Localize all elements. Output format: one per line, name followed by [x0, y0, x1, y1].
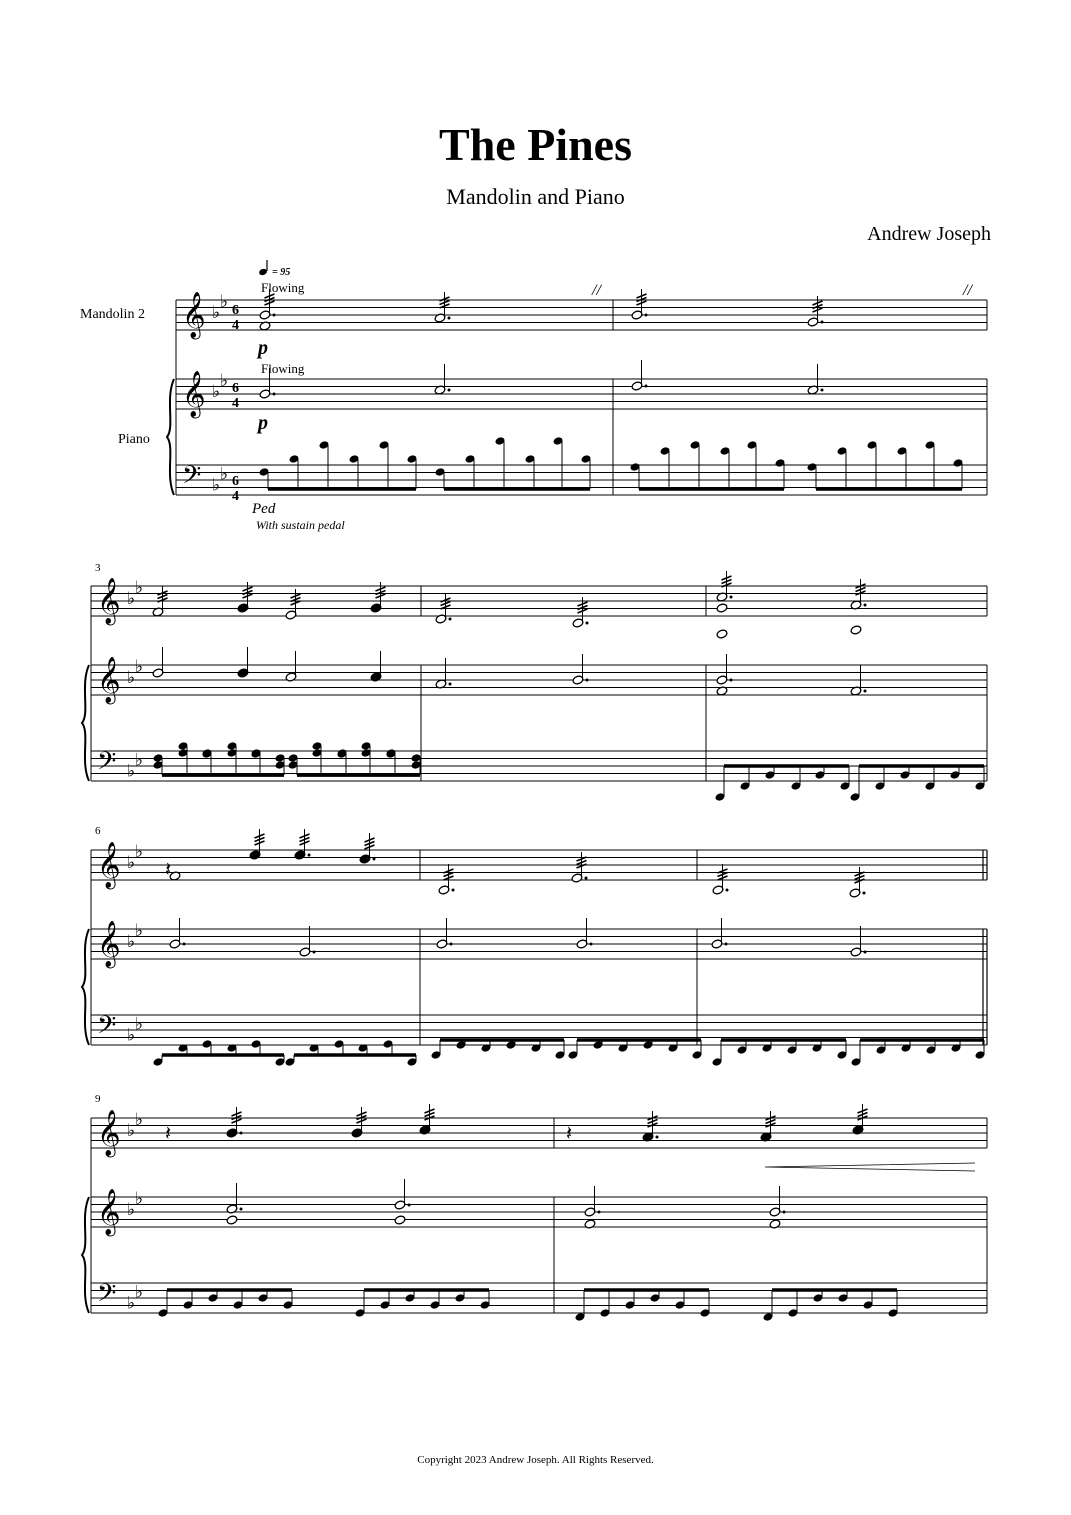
quarter-rest-icon: 𝄽 — [566, 1123, 573, 1145]
note — [716, 654, 732, 685]
measure-number-3: 3 — [95, 562, 101, 574]
note — [572, 597, 588, 628]
piano-brace-icon — [82, 665, 89, 781]
flat-icon: ♭ — [135, 1109, 144, 1129]
note — [152, 647, 164, 678]
treble-clef-icon: 𝄞 — [97, 921, 121, 966]
treble-clef-icon: 𝄞 — [97, 842, 121, 887]
svg-text:4: 4 — [232, 396, 239, 411]
note — [584, 1186, 600, 1217]
note — [850, 926, 866, 957]
treble-clef-icon: 𝄞 — [182, 292, 206, 337]
svg-text:6: 6 — [232, 474, 239, 489]
note — [716, 629, 728, 639]
flat-icon: ♭ — [220, 291, 229, 311]
instrument-label-piano: Piano — [118, 432, 150, 447]
note — [394, 1179, 410, 1210]
beamed-notes — [288, 748, 422, 775]
note — [249, 829, 264, 860]
flat-icon: ♭ — [127, 668, 136, 687]
flat-icon: ♭ — [135, 656, 144, 676]
piano-treble-staff — [91, 657, 987, 705]
note — [359, 833, 375, 864]
note — [394, 1215, 406, 1225]
note — [711, 918, 727, 949]
piano-brace-icon — [82, 929, 89, 1045]
note — [850, 665, 866, 696]
flat-icon: ♭ — [212, 475, 221, 495]
pedal-marking: Ped — [252, 501, 276, 517]
note — [436, 918, 452, 949]
flat-icon: ♭ — [135, 920, 144, 940]
tempo-marking — [258, 260, 290, 278]
note — [370, 651, 382, 682]
instrument-label-mandolin: Mandolin 2 — [80, 307, 145, 322]
quarter-note-icon — [258, 268, 268, 276]
mandolin-staff — [91, 578, 987, 626]
piano-treble-staff — [91, 1189, 987, 1237]
flat-icon: ♭ — [135, 1282, 144, 1302]
flat-icon: ♭ — [127, 1121, 136, 1140]
flat-icon: ♭ — [212, 303, 221, 322]
dynamic-mandolin: p — [258, 337, 268, 359]
crescendo-hairpin — [765, 1163, 975, 1171]
note — [807, 296, 823, 327]
note — [226, 1107, 242, 1138]
flat-icon: ♭ — [135, 1188, 144, 1208]
note — [237, 647, 249, 678]
page-title: The Pines — [439, 119, 632, 170]
note — [285, 651, 297, 682]
beamed-notes — [850, 766, 986, 802]
music-system — [82, 1110, 987, 1313]
piano-brace-icon — [167, 379, 174, 495]
mandolin-staff — [176, 292, 987, 340]
quarter-rest-icon: 𝄽 — [165, 1123, 172, 1145]
beamed-notes — [568, 1040, 703, 1060]
measure-number-6: 6 — [95, 825, 101, 837]
time-signature — [232, 303, 239, 504]
flat-icon: ♭ — [127, 761, 136, 781]
flat-icon: ♭ — [127, 1293, 136, 1313]
note — [850, 579, 866, 610]
note — [850, 625, 862, 635]
beamed-notes — [153, 1039, 286, 1067]
caesura-mark: // — [963, 282, 972, 299]
beamed-notes — [431, 1040, 566, 1060]
note — [631, 360, 647, 391]
flat-icon: ♭ — [212, 382, 221, 401]
music-system — [82, 842, 987, 1045]
music-system — [82, 578, 987, 781]
note — [760, 1111, 775, 1142]
beamed-notes — [712, 1040, 848, 1067]
tempo-bpm: = 95 — [272, 267, 291, 278]
beamed-notes — [435, 436, 592, 489]
flat-icon: ♭ — [135, 577, 144, 597]
note — [576, 918, 592, 949]
measure-number-9: 9 — [95, 1093, 101, 1105]
svg-text:6: 6 — [232, 303, 239, 318]
bass-clef-icon: 𝄢 — [97, 1280, 117, 1313]
expression-flowing-mandolin: Flowing — [261, 280, 305, 295]
flat-icon: ♭ — [127, 853, 136, 872]
flat-icon: ♭ — [220, 370, 229, 390]
caesura-mark: // — [592, 282, 601, 299]
flat-icon: ♭ — [135, 750, 144, 770]
copyright-notice: Copyright 2023 Andrew Joseph. All Rights Reserved. — [417, 1454, 654, 1466]
beamed-notes — [285, 1039, 418, 1067]
flat-icon: ♭ — [127, 1025, 136, 1045]
mandolin-staff — [91, 1110, 987, 1158]
note — [584, 1219, 596, 1229]
music-system — [167, 292, 987, 495]
svg-text:4: 4 — [232, 318, 239, 333]
piano-treble-staff — [91, 921, 987, 969]
bass-clef-icon: 𝄢 — [97, 748, 117, 781]
note — [435, 658, 451, 689]
piano-bass-staff — [91, 1280, 987, 1313]
flat-icon: ♭ — [135, 841, 144, 861]
svg-text:6: 6 — [232, 381, 239, 396]
note — [852, 1104, 867, 1135]
note — [849, 867, 865, 898]
bass-clef-icon: 𝄢 — [97, 1012, 117, 1045]
note — [226, 1183, 242, 1214]
pedal-instruction: With sustain pedal — [256, 518, 345, 532]
treble-clef-icon: 𝄞 — [97, 1110, 121, 1155]
treble-clef-icon: 𝄞 — [97, 578, 121, 623]
note — [169, 918, 185, 949]
quarter-rest-icon: 𝄽 — [165, 859, 172, 881]
treble-clef-icon: 𝄞 — [182, 371, 206, 416]
note — [299, 926, 315, 957]
note — [642, 1111, 658, 1142]
beamed-notes — [153, 748, 286, 775]
flat-icon: ♭ — [127, 1200, 136, 1219]
flat-icon: ♭ — [127, 589, 136, 608]
beamed-notes — [355, 1290, 491, 1318]
note — [226, 1215, 238, 1225]
flat-icon: ♭ — [135, 1014, 144, 1034]
piano-treble-staff — [176, 371, 987, 419]
note — [712, 864, 728, 895]
beamed-notes — [715, 766, 851, 802]
beamed-notes — [851, 1040, 986, 1067]
note — [769, 1186, 785, 1217]
note — [419, 1104, 434, 1135]
note — [438, 864, 454, 895]
beamed-notes — [158, 1290, 294, 1318]
note — [152, 586, 167, 617]
note — [434, 364, 450, 395]
note — [572, 654, 588, 685]
flat-icon: ♭ — [127, 932, 136, 951]
treble-clef-icon: 𝄞 — [97, 1189, 121, 1234]
piano-brace-icon — [82, 1197, 89, 1313]
note — [716, 571, 732, 602]
flat-icon: ♭ — [220, 464, 229, 484]
note — [294, 829, 310, 860]
svg-text:4: 4 — [232, 489, 239, 504]
composer-name: Andrew Joseph — [867, 223, 991, 245]
expression-flowing-piano: Flowing — [261, 361, 305, 376]
note — [571, 852, 587, 883]
treble-clef-icon: 𝄞 — [97, 657, 121, 702]
bass-clef-icon: 𝄢 — [182, 462, 202, 495]
mandolin-staff — [91, 842, 987, 890]
note — [716, 603, 728, 613]
note — [807, 364, 823, 395]
note — [769, 1219, 781, 1229]
page-subtitle: Mandolin and Piano — [446, 184, 625, 209]
dynamic-piano: p — [258, 412, 268, 434]
note — [631, 289, 647, 320]
